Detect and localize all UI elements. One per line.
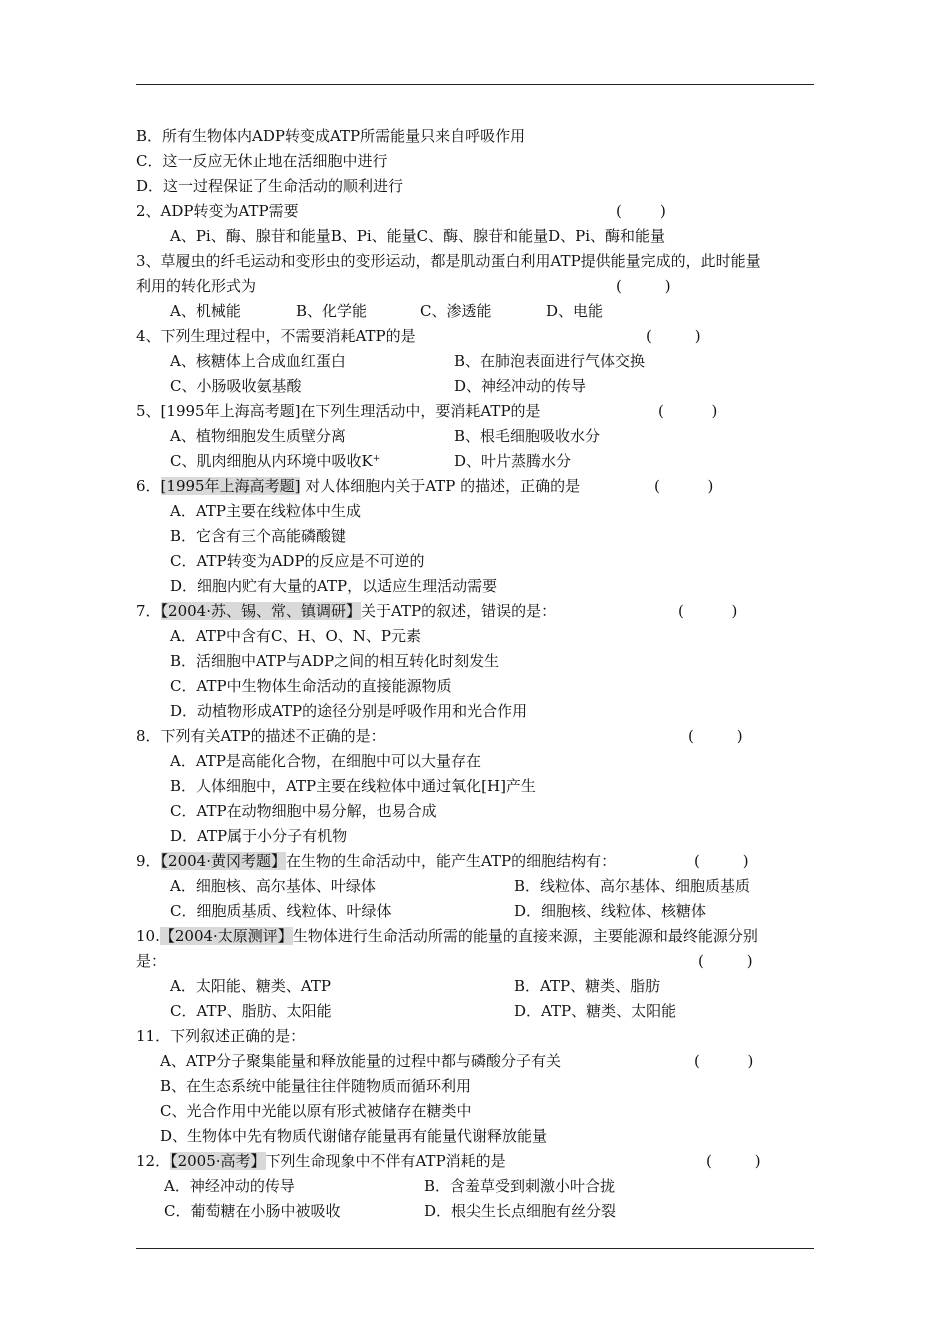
q6-option-c: C．ATP转变为ADP的反应是不可逆的 [170,552,425,570]
q10-stem-line1: 10.【2004·太原测评】生物体进行生命活动所需的能量的直接来源，主要能源和最终能源分别 [136,927,758,945]
q9-option-d: D．细胞核、线粒体、核糖体 [514,902,707,920]
q9-stem: 9．【2004·黄冈考题】在生物的生命活动中，能产生ATP的细胞结构有： ( ) [136,849,816,874]
q9-option-a: A．细胞核、高尔基体、叶绿体 [170,877,376,895]
footer-rule [136,1248,814,1249]
q10-source-tag: 【2004·太原测评】 [159,927,293,945]
q12-stem: 12．【2005·高考】下列生命现象中不伴有ATP消耗的是 ( ) [136,1149,816,1174]
q2-options: A、Pi、酶、腺苷和能量B、Pi、能量C、酶、腺苷和能量D、Pi、酶和能量 [170,227,666,245]
q8-option-d: D．ATP属于小分子有机物 [170,827,348,845]
q5-stem: 5、[1995年上海高考题]在下列生理活动中，要消耗ATP的是 ( ) [136,399,816,424]
q8-answer-blank: ( ) [688,727,743,745]
q3-option-b: B、化学能 [296,302,368,320]
q11-stem: 11．下列叙述正确的是： [136,1027,306,1045]
q5-option-a: A、植物细胞发生质壁分离 [170,427,346,445]
q12-options-row2 [136,1199,816,1224]
q4-options-row2 [136,374,816,399]
q6-option-b: B．它含有三个高能磷酸键 [170,527,347,545]
q7-option-a: A．ATP中含有C、H、O、N、P元素 [170,627,422,645]
q5-answer-blank: ( ) [658,402,718,420]
q5-option-b: B、根毛细胞吸收水分 [454,427,601,445]
q1-option-c: C．这一反应无休止地在活细胞中进行 [136,152,388,170]
q11-option-a: A、ATP分子聚集能量和释放能量的过程中都与磷酸分子有关 ( ) [136,1049,816,1074]
q9-source-tag: 【2004·黄冈考题】 [160,852,286,870]
q10-options-row1 [136,974,816,999]
q6-option-d: D．细胞内贮有大量的ATP，以适应生理活动需要 [170,577,498,595]
q10-answer-blank: ( ) [698,952,753,970]
q7-option-d: D．动植物形成ATP的途径分别是呼吸作用和光合作用 [170,702,528,720]
q6-source-tag: [1995年上海高考题] [160,477,301,495]
q4-options-row1 [136,349,816,374]
q4-answer-blank: ( ) [646,327,701,345]
q12-answer-blank: ( ) [706,1152,761,1170]
q9-option-c: C．细胞质基质、线粒体、叶绿体 [170,902,392,920]
q6-answer-blank: ( ) [654,477,714,495]
q4-option-d: D、神经冲动的传导 [454,377,587,395]
q10-stem-line2: 是： ( ) [136,949,816,974]
q12-option-b: B．含羞草受到刺激小叶合拢 [424,1177,616,1195]
q12-options-row1 [136,1174,816,1199]
q12-option-c: C．葡萄糖在小肠中被吸收 [164,1202,341,1220]
q12-source-tag: 【2005·高考】 [170,1152,266,1170]
q3-answer-blank: ( ) [616,277,671,295]
q7-answer-blank: ( ) [678,602,738,620]
q1-option-d: D．这一过程保证了生命活动的顺利进行 [136,177,404,195]
q3-option-c: C、渗透能 [420,302,492,320]
q2-answer-blank: ( ) [616,202,666,220]
q4-option-b: B、在肺泡表面进行气体交换 [454,352,646,370]
q5-option-c: C、肌肉细胞从内环境中吸收K+ [170,452,381,470]
q4-option-c: C、小肠吸收氨基酸 [170,377,302,395]
q5-options-row2 [136,449,816,474]
q12-option-a: A．神经冲动的传导 [164,1177,295,1195]
q11-option-c: C、光合作用中光能以原有形式被储存在糖类中 [160,1102,472,1120]
q1-option-b: B．所有生物体内ADP转变成ATP所需能量只来自呼吸作用 [136,127,526,145]
q3-options [136,299,816,324]
q6-option-a: A．ATP主要在线粒体中生成 [170,502,361,520]
q9-options-row1 [136,874,816,899]
q10-option-c: C．ATP、脂肪、太阳能 [170,1002,332,1020]
header-rule [136,84,814,85]
q3-option-a: A、机械能 [170,302,241,320]
q12-option-d: D．根尖生长点细胞有丝分裂 [424,1202,617,1220]
q8-stem: 8．下列有关ATP的描述不正确的是： ( ) [136,724,816,749]
q4-option-a: A、核糖体上合成血红蛋白 [170,352,346,370]
q4-stem: 4、下列生理过程中，不需要消耗ATP的是 ( ) [136,324,816,349]
q2-stem: 2、ADP转变为ATP需要 ( ) [136,199,816,224]
q7-stem: 7．【2004·苏、锡、常、镇调研】关于ATP的叙述，错误的是： ( ) [136,599,816,624]
q5-option-d: D、叶片蒸腾水分 [454,452,572,470]
q5-options-row1 [136,424,816,449]
q3-option-d: D、电能 [546,302,604,320]
q7-option-b: B．活细胞中ATP与ADP之间的相互转化时刻发生 [170,652,500,670]
q8-option-a: A．ATP是高能化合物，在细胞中可以大量存在 [170,752,481,770]
q9-option-b: B．线粒体、高尔基体、细胞质基质 [514,877,751,895]
q6-stem: 6．[1995年上海高考题] 对人体细胞内关于ATP 的描述，正确的是 ( ) [136,474,816,499]
q10-options-row2 [136,999,816,1024]
q11-option-d: D、生物体中先有物质代谢储存能量再有能量代谢释放能量 [160,1127,548,1145]
q7-option-c: C．ATP中生物体生命活动的直接能源物质 [170,677,452,695]
q9-answer-blank: ( ) [694,852,749,870]
q3-stem-line2: 利用的转化形式为 ( ) [136,274,816,299]
q11-option-b: B、在生态系统中能量往往伴随物质而循环利用 [160,1077,472,1095]
q8-option-b: B．人体细胞中，ATP主要在线粒体中通过氧化[H]产生 [170,777,536,795]
q8-option-c: C．ATP在动物细胞中易分解，也易合成 [170,802,437,820]
q10-option-b: B．ATP、糖类、脂肪 [514,977,661,995]
q11-answer-blank: ( ) [694,1052,754,1070]
q10-option-a: A．太阳能、糖类、ATP [170,977,331,995]
q7-source-tag: 【2004·苏、锡、常、镇调研】 [160,602,361,620]
q10-option-d: D．ATP、糖类、太阳能 [514,1002,677,1020]
q3-stem-line1: 3、草履虫的纤毛运动和变形虫的变形运动，都是肌动蛋白利用ATP提供能量完成的，此时能量 [136,252,761,270]
q9-options-row2 [136,899,816,924]
